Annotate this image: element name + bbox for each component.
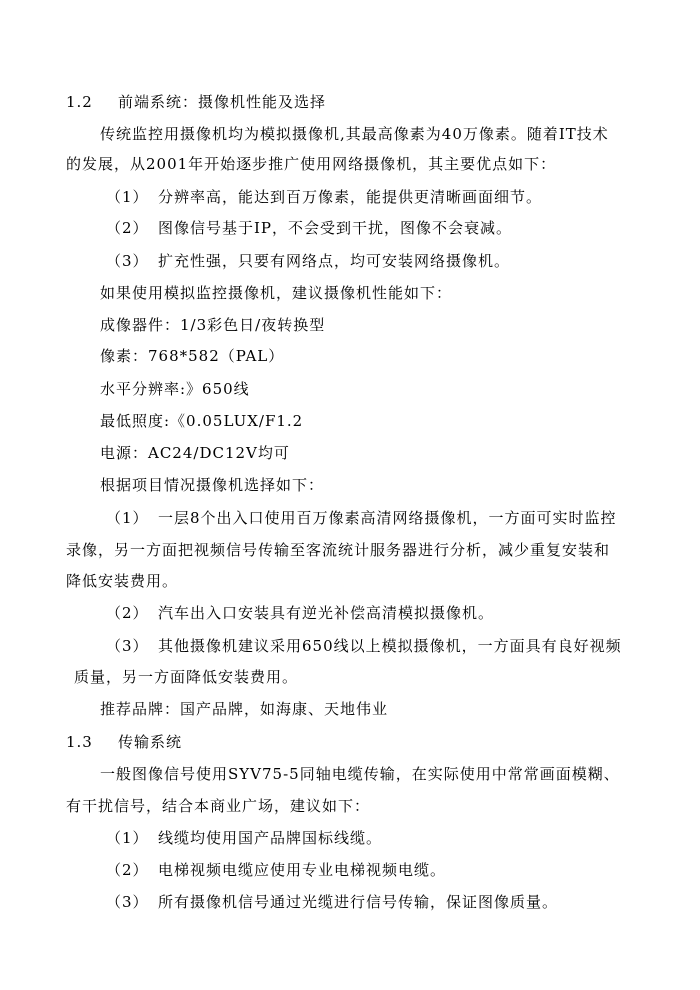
section-title: 前端系统：摄像机性能及选择 xyxy=(118,93,327,111)
paragraph-line: 传统监控用摄像机均为模拟摄像机,其最高像素为40万像素。随着IT技术 xyxy=(100,125,609,143)
section-title: 传输系统 xyxy=(118,733,183,751)
list-item-number: （2） xyxy=(106,604,149,622)
section-number: 1.2 xyxy=(66,93,93,111)
section-heading-1-2 xyxy=(66,92,326,112)
spec-line: 最低照度:《0.05LUX/F1.2 xyxy=(100,412,304,430)
list-item-number: （1） xyxy=(106,829,149,847)
paragraph-line: 推荐品牌：国产品牌，如海康、天地伟业 xyxy=(100,700,389,718)
list-item-number: （3） xyxy=(106,637,149,655)
list-item xyxy=(106,187,542,207)
spec-line: 水平分辨率:》650线 xyxy=(100,380,250,398)
list-item-text: 所有摄像机信号通过光缆进行信号传输，保证图像质量。 xyxy=(158,893,559,911)
list-item-text: 汽车出入口安装具有逆光补偿高清模拟摄像机。 xyxy=(158,604,495,622)
paragraph-line: 根据项目情况摄像机选择如下： xyxy=(100,476,325,494)
list-item xyxy=(106,251,510,271)
list-item xyxy=(106,218,512,238)
paragraph-line: 录像，另一方面把视频信号传输至客流统计服务器进行分析，减少重复安装和 xyxy=(66,541,611,559)
list-item xyxy=(106,828,382,848)
list-item-number: （1） xyxy=(106,188,149,206)
spec-line: 成像器件：1/3彩色日/夜转换型 xyxy=(100,316,326,334)
list-item-number: （1） xyxy=(106,509,149,527)
paragraph-line: 降低安装费用。 xyxy=(66,572,179,590)
spec-line: 电源：AC24/DC12V均可 xyxy=(100,444,290,462)
list-item-text: 一层8个出入口使用百万像素高清网络摄像机，一方面可实时监控 xyxy=(158,509,617,527)
list-item xyxy=(106,636,622,656)
paragraph-line: 有干扰信号，结合本商业广场，建议如下： xyxy=(66,797,371,815)
list-item-text: 分辨率高，能达到百万像素，能提供更清晰画面细节。 xyxy=(158,188,543,206)
spec-line: 像素：768*582（PAL） xyxy=(100,347,285,365)
list-item xyxy=(106,603,494,623)
paragraph-line: 如果使用模拟监控摄像机，建议摄像机性能如下： xyxy=(100,284,453,302)
paragraph-line: 的发展，从2001年开始逐步推广使用网络摄像机，其主要优点如下： xyxy=(66,155,557,173)
list-item-number: （3） xyxy=(106,893,149,911)
list-item xyxy=(106,892,558,912)
list-item-text: 扩充性强，只要有网络点，均可安装网络摄像机。 xyxy=(158,252,511,270)
list-item-text: 其他摄像机建议采用650线以上模拟摄像机，一方面具有良好视频 xyxy=(158,637,622,655)
list-item-number: （3） xyxy=(106,252,149,270)
list-item-number: （2） xyxy=(106,861,149,879)
list-item xyxy=(106,860,446,880)
list-item xyxy=(106,508,617,528)
list-item-text: 线缆均使用国产品牌国标线缆。 xyxy=(158,829,383,847)
section-heading-1-3 xyxy=(66,732,182,752)
list-item-number: （2） xyxy=(106,219,149,237)
section-number: 1.3 xyxy=(66,733,93,751)
paragraph-line: 质量，另一方面降低安装费用。 xyxy=(74,668,299,686)
list-item-text: 电梯视频电缆应使用专业电梯视频电缆。 xyxy=(158,861,447,879)
paragraph-line: 一般图像信号使用SYV75-5同轴电缆传输，在实际使用中常常画面模糊、 xyxy=(100,765,620,783)
list-item-text: 图像信号基于IP，不会受到干扰，图像不会衰减。 xyxy=(158,219,513,237)
